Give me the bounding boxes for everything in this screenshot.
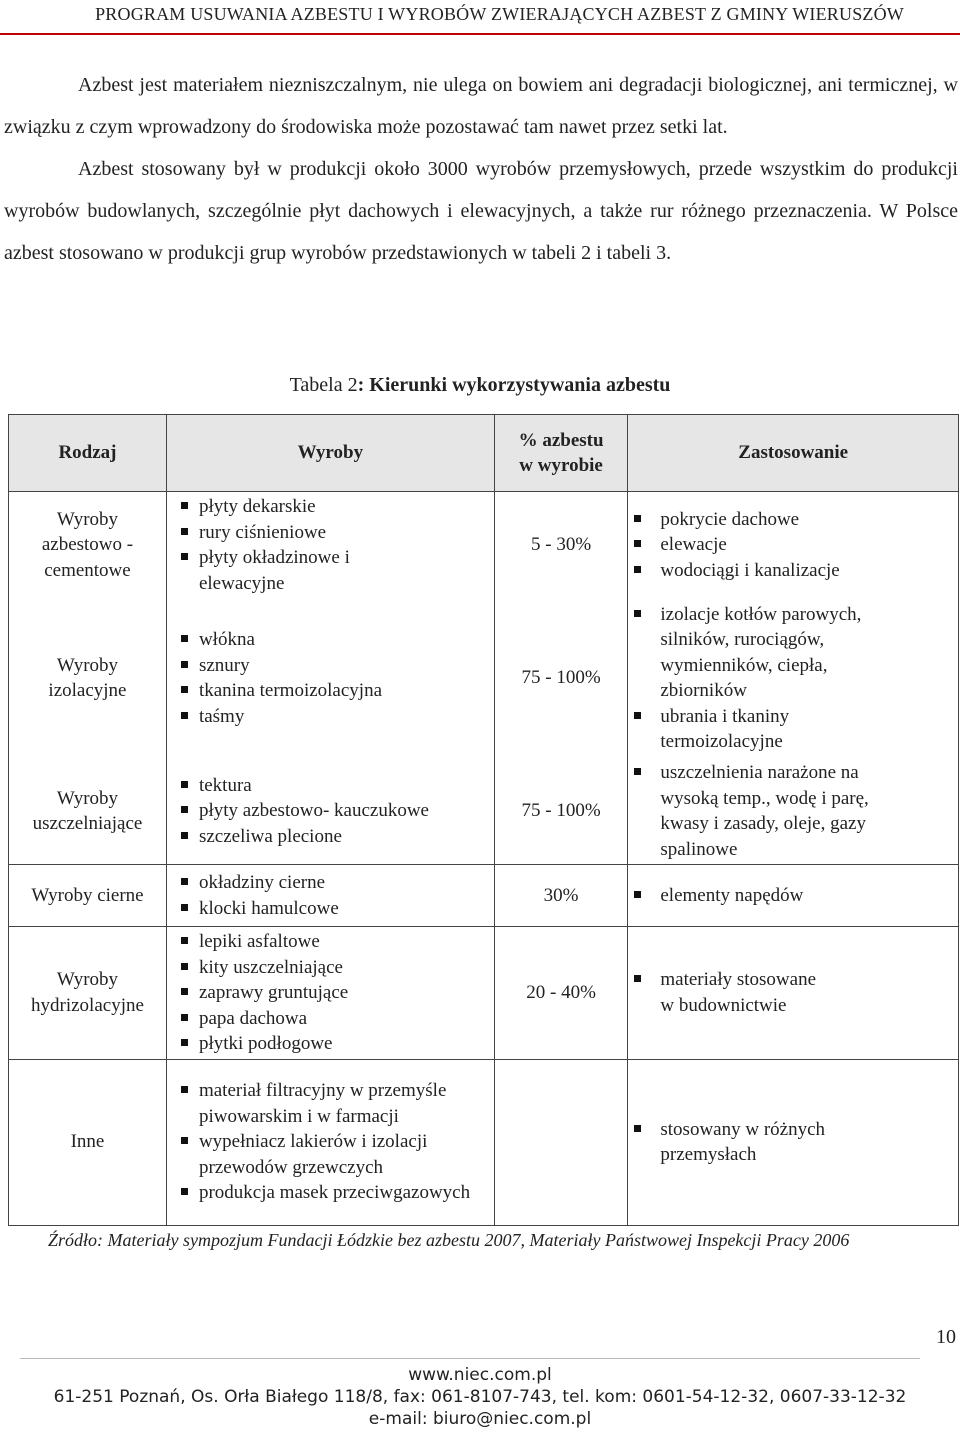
cell-percent [494, 865, 628, 927]
cell-kind [9, 927, 167, 1060]
product-kind: Wyroby hydrizolacyjne [31, 969, 144, 1016]
product-kind: Wyroby uszczelniające [32, 787, 143, 834]
cell-products [166, 927, 494, 1060]
page-header [0, 0, 960, 36]
column-header-use: Zastosowanie [628, 415, 959, 492]
use-list [628, 507, 894, 584]
product-item: płyty okładzinowe i elewacyjne [181, 545, 371, 596]
column-header-percent [494, 415, 628, 492]
cell-kind [9, 865, 167, 927]
paragraph: Azbest jest materiałem niezniszczalnym, nie ulega on bowiem ani degradacji biologicznej, ani termicznej, w związku z czym wprowadzony do środowiska może pozostawać tam nawet przez setki lat. [4, 74, 958, 138]
product-item: płyty dekarskie [181, 494, 371, 520]
table-caption-title: : Kierunki wykorzystywania azbestu [357, 374, 671, 396]
table-row [9, 1059, 959, 1225]
table-caption [0, 374, 960, 397]
use-list [628, 967, 834, 1018]
use-item: stosowany w różnych przemysłach [634, 1117, 864, 1168]
cell-kind [9, 1059, 167, 1225]
use-item: pokrycie dachowe [634, 507, 894, 533]
product-item: rury ciśnieniowe [181, 520, 371, 546]
product-item: materiał filtracyjny w przemyśle piwowarskim i w farmacji [181, 1078, 471, 1129]
table-row [9, 598, 959, 758]
cell-kind [9, 492, 167, 599]
product-item: sznury [181, 653, 441, 679]
page-footer [0, 1364, 960, 1430]
cell-use [628, 927, 959, 1060]
footer-divider [20, 1358, 920, 1359]
use-item: izolacje kotłów parowych, silników, rurociągów, wymienników, ciepła, zbiorników [634, 602, 884, 704]
asbestos-usage-table [8, 414, 959, 1226]
cell-use [628, 598, 959, 758]
product-item: płytki podłogowe [181, 1031, 401, 1057]
product-kind: Wyroby azbestowo - cementowe [41, 508, 134, 581]
cell-products [166, 598, 494, 758]
use-item: elementy napędów [634, 883, 894, 909]
cell-percent [494, 758, 628, 865]
asbestos-percent: 5 - 30% [531, 534, 592, 556]
cell-kind [9, 758, 167, 865]
product-list [167, 494, 371, 596]
table-row [9, 865, 959, 927]
product-item: lepiki asfaltowe [181, 929, 401, 955]
product-item: kity uszczelniające [181, 955, 401, 981]
product-item: wypełniacz lakierów i izolacji przewodów grzewczych [181, 1129, 471, 1180]
product-item: produkcja masek przeciwgazowych [181, 1180, 471, 1206]
table-row [9, 758, 959, 865]
product-item: tkanina termoizolacyjna [181, 678, 441, 704]
cell-kind [9, 598, 167, 758]
cell-percent [494, 492, 628, 599]
cell-products [166, 758, 494, 865]
product-kind: Wyroby cierne [31, 884, 144, 906]
product-item: taśmy [181, 704, 441, 730]
body-text [4, 64, 958, 274]
asbestos-percent: 20 - 40% [526, 982, 596, 1003]
use-item: ubrania i tkaniny termoizolacyjne [634, 704, 884, 755]
table-body [9, 492, 959, 1226]
cell-products [166, 1059, 494, 1225]
asbestos-percent: 75 - 100% [521, 667, 601, 689]
cell-use [628, 1059, 959, 1225]
use-list [628, 1117, 864, 1168]
product-item: szczeliwa plecione [181, 824, 471, 850]
product-item: płyty azbestowo- kauczukowe [181, 798, 471, 824]
table-header-row [9, 415, 959, 492]
cell-products [166, 865, 494, 927]
product-item: papa dachowa [181, 1006, 401, 1032]
asbestos-percent: 75 - 100% [521, 800, 601, 822]
product-item: tektura [181, 773, 471, 799]
product-item: włókna [181, 627, 441, 653]
cell-percent [494, 598, 628, 758]
table-caption-prefix: Tabela 2 [289, 374, 358, 396]
footer-email: e-mail: biuro@niec.com.pl [368, 1409, 592, 1429]
cell-percent [494, 927, 628, 1060]
product-list [167, 929, 401, 1057]
cell-percent [494, 1059, 628, 1225]
product-item: klocki hamulcowe [181, 896, 371, 922]
footer-address: 61-251 Poznań, Os. Orła Białego 118/8, fax: 061-8107-743, tel. kom: 0601-54-12-32, 0607-33-12-32 [53, 1387, 907, 1407]
cell-products [166, 492, 494, 599]
cell-use [628, 492, 959, 599]
asbestos-percent: 30% [543, 884, 579, 906]
header-divider [0, 33, 960, 35]
use-item: uszczelnienia narażone na wysoką temp., wodę i parę, kwasy i zasady, oleje, gazy spalinowe [634, 760, 884, 862]
product-list [167, 773, 471, 850]
cell-use [628, 865, 959, 927]
table-source-note: Źródło: Materiały sympozjum Fundacji Łódzkie bez azbestu 2007, Materiały Państwowej Inspekcji Pracy 2006 [48, 1230, 850, 1250]
footer-website: www.niec.com.pl [408, 1365, 552, 1385]
use-item: elewacje [634, 532, 894, 558]
table-row [9, 492, 959, 599]
paragraph: Azbest stosowany był w produkcji około 3000 wyrobów przemysłowych, przede wszystkim do produkcji wyrobów budowlanych, szczególnie płyt dachowych i elewacyjnych, a także rur różnego przeznaczenia. W Polsce azbest stosowano w produkcji grup wyrobów przedstawionych w tabeli 2 i tabeli 3. [4, 158, 958, 264]
product-kind: Wyroby izolacyjne [48, 654, 127, 701]
column-header-percent-line1: % azbestu [518, 429, 604, 451]
use-item: materiały stosowane w budownictwie [634, 967, 834, 1018]
use-item: wodociągi i kanalizacje [634, 558, 894, 584]
column-header-percent-line2: w wyrobie [519, 455, 603, 476]
use-list [628, 883, 894, 909]
product-kind: Inne [70, 1131, 105, 1153]
product-list [167, 870, 371, 921]
product-item: okładziny cierne [181, 870, 371, 896]
column-header-kind: Rodzaj [9, 415, 167, 492]
product-list [167, 627, 441, 729]
product-item: zaprawy gruntujące [181, 980, 401, 1006]
page-number: 10 [936, 1326, 956, 1348]
use-list [628, 602, 884, 755]
table-row [9, 927, 959, 1060]
use-list [628, 760, 884, 862]
document-title: PROGRAM USUWANIA AZBESTU I WYROBÓW ZWIERAJĄCYCH AZBEST Z GMINY WIERUSZÓW [95, 4, 904, 24]
column-header-products: Wyroby [166, 415, 494, 492]
product-list [167, 1078, 471, 1206]
cell-use [628, 758, 959, 865]
